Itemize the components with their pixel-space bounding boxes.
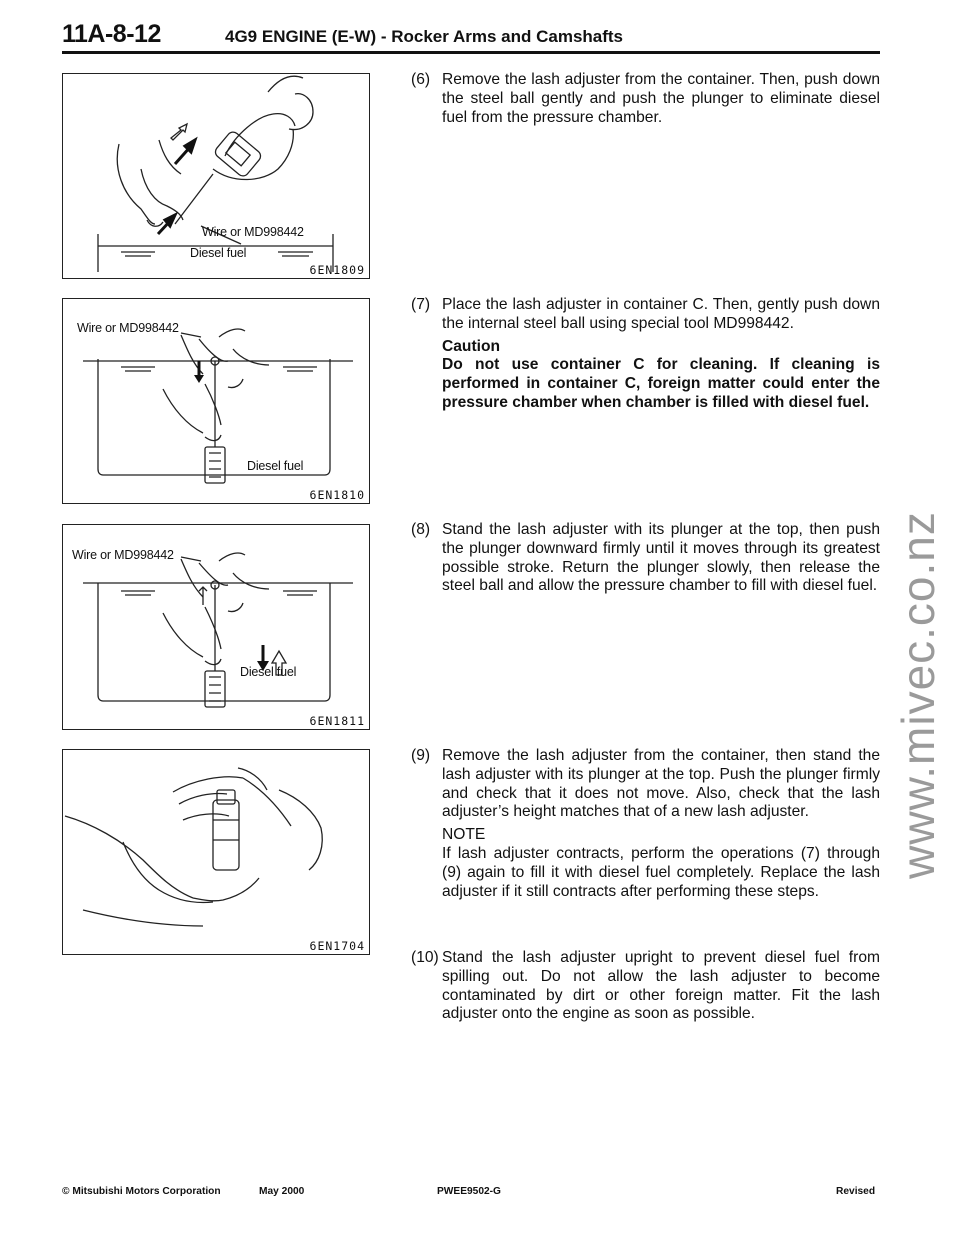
figure-check-adjuster-height — [62, 749, 370, 955]
step-number: (6) — [411, 71, 431, 88]
figure-label: Wire or MD998442 — [72, 548, 174, 562]
hands-holding-adjuster-illustration — [63, 750, 370, 955]
caution-text: Do not use container C for cleaning. If cleaning is performed in container C, foreign matter could enter the pressure chamber when chamber is filled with diesel fuel. — [442, 356, 880, 411]
step-text: Place the lash adjuster in container C. Then, gently push down the internal steel ball using special tool MD998442. — [442, 296, 880, 332]
page-header — [62, 18, 880, 54]
figure-label: Wire or MD998442 — [202, 225, 304, 239]
figure-container-c — [62, 298, 370, 504]
figure-code: 6EN1811 — [309, 714, 365, 728]
procedure-step — [411, 71, 880, 127]
caution-title: Caution — [442, 337, 501, 355]
step-number: (7) — [411, 296, 431, 313]
figure-label: Diesel fuel — [247, 459, 304, 473]
page-number: 11A-8-12 — [62, 20, 161, 48]
note-text: If lash adjuster contracts, perform the operations (7) through (9) again to fill it with diesel fuel completely. Replace the lash adjuster if it still contracts after performing these steps. — [442, 844, 880, 900]
footer-date: May 2000 — [259, 1186, 305, 1197]
step-text: Remove the lash adjuster from the container. Then, push down the steel ball gently and push the plunger to eliminate diesel fuel from the pressure chamber. — [442, 71, 880, 126]
watermark — [892, 480, 944, 910]
figure-plunger-stroke — [62, 524, 370, 730]
step-text: Stand the lash adjuster with its plunger at the top, then push the plunger downward firmly until it moves through its greatest possible stroke. Return the plunger slowly, then release the steel ball and allow the pressure chamber to fill with diesel fuel. — [442, 521, 880, 595]
figure-label: Diesel fuel — [240, 665, 297, 679]
step-number: (9) — [411, 747, 431, 764]
footer-doc-code: PWEE9502-G — [437, 1186, 501, 1197]
step-text: Remove the lash adjuster from the container, then stand the lash adjuster with its plunger at the top. Push the plunger firmly and check that it does not move. Also, check that the lash adjuster’s height matches that of a new lash adjuster. — [442, 747, 880, 821]
procedure-step — [411, 521, 880, 596]
watermark-text: www.mivec.co.nz — [892, 511, 944, 879]
figure-code: 6EN1704 — [309, 939, 365, 953]
step-number: (10) — [411, 949, 439, 966]
note-title: NOTE — [442, 826, 486, 844]
footer-status: Revised — [836, 1186, 876, 1197]
figure-remove-lash-adjuster — [62, 73, 370, 279]
section-title: 4G9 ENGINE (E-W) - Rocker Arms and Camshafts — [225, 27, 624, 46]
procedure-step — [411, 747, 880, 901]
figure-label: Wire or MD998442 — [77, 321, 179, 335]
figure-code: 6EN1809 — [309, 263, 365, 277]
figure-code: 6EN1810 — [309, 488, 365, 502]
footer-copyright: © Mitsubishi Motors Corporation — [62, 1186, 221, 1197]
procedure-step — [411, 949, 880, 1024]
figure-label: Diesel fuel — [190, 246, 247, 260]
procedure-step — [411, 296, 880, 413]
step-number: (8) — [411, 521, 431, 538]
step-text: Stand the lash adjuster upright to prevent diesel fuel from spilling out. Do not allow the lash adjuster to become contaminated by dirt or other foreign matter. Fit the lash adjuster onto the engine as soon as possible. — [442, 949, 880, 1023]
